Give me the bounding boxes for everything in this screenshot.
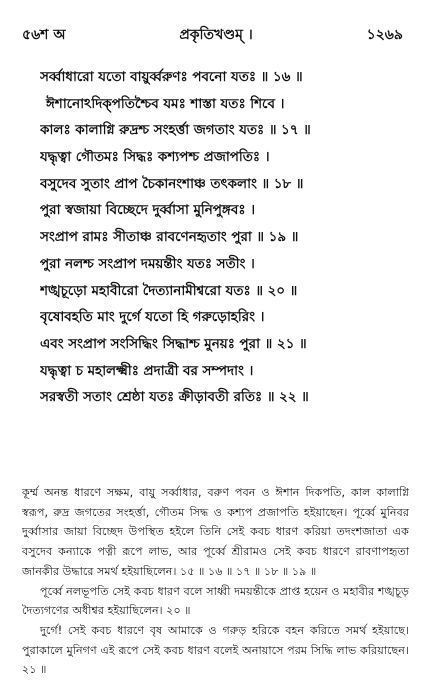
verse-line: সরস্বতী সতাং শ্রেষ্ঠা যতঃ ক্রীড়াবতী রতিঃ ॥ ২২ ॥ [40,389,309,406]
verse-line: যদ্ধৃত্বা গৌতমঃ সিদ্ধঃ কশ্যপশ্চ প্রজাপতিঃ । [40,149,270,166]
page-number: ১২৬৯ [366,27,403,43]
commentary-paragraph: দুর্গে! সেই কবচ ধারণে বৃষ আমাকে ও গরুড় হরিকে বহন করিতে সমর্থ হইয়াছে। পুরাকালে মুনিগণ এই রূপে সেই কবচ ধারণ বলেই অনায়াসে পরম সিদ্ধি লাভ করিয়াছেন। ২১ ॥ [22,623,409,677]
page-header [22,24,403,46]
chapter-label: ৫৬শ অ [22,27,66,43]
verse-line: শঙ্খচূড়ো মহাবীরো দৈত্যানামীশ্বরো যতঃ ॥ ২০ ॥ [40,282,298,299]
book-title: প্রকৃতিখণ্ডম্‌ । [179,27,253,43]
verse-line: সর্ব্বাধারো যতো বায়ুর্ব্বরুণঃ পবনো যতঃ ॥ ১৬ ॥ [40,69,303,85]
commentary-paragraph: পূর্ব্বে নলভূপতি সেই কবচ ধারণ বলে সাধ্বী দময়ন্তীকে প্রাপ্ত হয়েন ও মহাবীর শঙ্খচূড় দৈত্যগণের অধীশ্বর হইয়াছিলেন। ২০ ॥ [22,584,409,618]
bengali-commentary [22,483,409,680]
verse-line: পুরা স্বজায়া বিচ্ছেদে দুর্ব্বাসা মুনিপুঙ্গবঃ । [40,202,255,219]
verse-line: সংপ্রাপ রামঃ সীতাঞ্চ রাবণেনহৃতাং পুরা ॥ ১৯ ॥ [40,229,299,246]
verse-line: বসুদেব সুতাং প্রাপ চৈকানংশাঞ্চ তৎকলাং ॥ ১৮ ॥ [40,175,304,192]
verse-line: পুরা নলশ্চ সংপ্রাপ দময়ন্তীং যতঃ সতীং । [40,255,255,272]
verse-line: ঈশানোঽদিক্‌পতিশ্চৈব যমঃ শাস্তা যতঃ শিবে । [46,95,285,112]
verse-line: কালঃ কালাগ্নি রুদ্রশ্চ সংহর্ত্তা জগতাং যতঃ ॥ ১৭ ॥ [40,122,311,139]
sanskrit-verses [40,64,405,411]
verse-line: যদ্ধৃত্বা চ মহালক্ষ্মীঃ প্রদাত্রী বর সম্পদাং । [40,362,254,379]
commentary-paragraph: কূর্ম্ম অনন্ত ধারণে সক্ষম, বায়ু সর্ব্বাধার, বরুণ পবন ও ঈশান দিকপতি, কাল কালাগ্নি স্বরূপ, রুদ্র জগতের সংহর্ত্তা, গৌতম সিদ্ধ ও কশ্যপ প্রজাপতি হইয়াছেন। পূর্ব্বে মুনিবর দুর্ব্বাসার জায়া বিচ্ছেদ উপস্থিত হইলে তিনি সেই কবচ ধারণ করিয়া তদংশজাতা এক বসুদেব কন্যাকে পত্নী রূপে লাভ, আর পূর্ব্বে শ্রীরামও সেই কবচ ধারণে রাবণাপহৃতা জানকীর উদ্ধারে সমর্থ হইয়াছিলেন। ১৫ ॥ ১৬ ॥ ১৭ ॥ ১৮ ॥ ১৯ ॥ [22,486,409,578]
verse-line: এবং সংপ্রাপ সংসিদ্ধিং সিদ্ধাশ্চ মুনয়ঃ পুরা ॥ ২১ ॥ [40,335,307,352]
verse-line: বৃষোবহতি মাং দুর্গে যতো হি গরুড়োহরিং । [40,309,265,326]
